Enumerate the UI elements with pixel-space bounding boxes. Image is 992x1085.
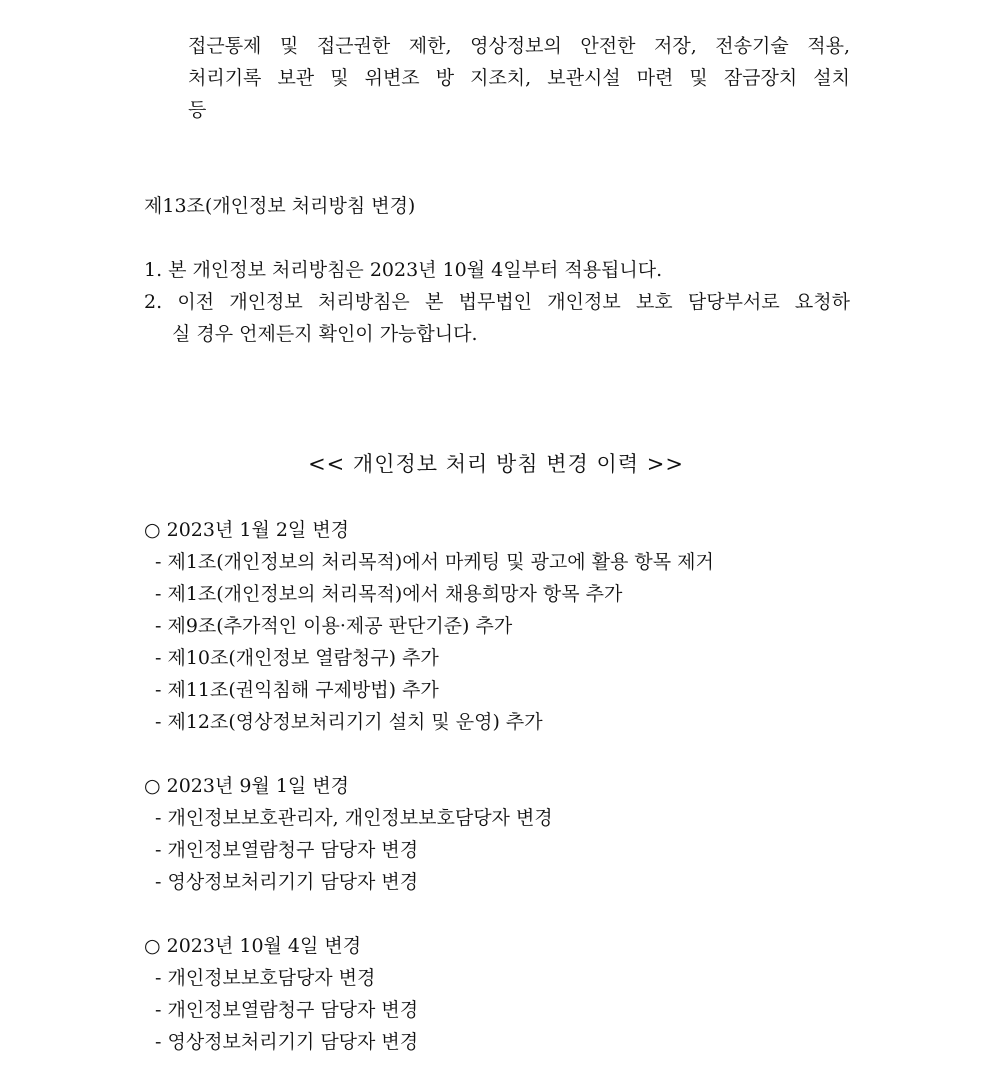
history-section-1-item: - 제11조(권익침해 구제방법) 추가 <box>155 679 439 701</box>
history-section-2-item: - 영상정보처리기기 담당자 변경 <box>155 871 419 893</box>
history-section-2-item: - 개인정보보호관리자, 개인정보보호담당자 변경 <box>155 807 553 829</box>
history-section-1-item: - 제9조(추가적인 이용·제공 판단기준) 추가 <box>155 615 513 637</box>
history-section-1-item: - 제1조(개인정보의 처리목적)에서 채용희망자 항목 추가 <box>155 583 623 605</box>
intro-line-1: 접근통제 및 접근권한 제한, 영상정보의 안전한 저장, 전송기술 적용, <box>188 35 850 57</box>
history-section-1-heading: ○ 2023년 1월 2일 변경 <box>144 519 350 541</box>
intro-line-2: 처리기록 보관 및 위변조 방 지조치, 보관시설 마련 및 잠금장치 설치 <box>188 67 850 89</box>
article-13-item-2-line-2: 실 경우 언제든지 확인이 가능합니다. <box>172 323 478 345</box>
history-section-3-item: - 개인정보열람청구 담당자 변경 <box>155 999 419 1021</box>
history-title: << 개인정보 처리 방침 변경 이력 >> <box>308 452 684 476</box>
history-section-3-item: - 영상정보처리기기 담당자 변경 <box>155 1031 419 1053</box>
history-section-2-heading: ○ 2023년 9월 1일 변경 <box>144 775 350 797</box>
intro-line-3: 등 <box>188 99 207 121</box>
history-section-2-item: - 개인정보열람청구 담당자 변경 <box>155 839 419 861</box>
history-section-1-item: - 제12조(영상정보처리기기 설치 및 운영) 추가 <box>155 711 543 733</box>
article-13-item-2-line-1: 2. 이전 개인정보 처리방침은 본 법무법인 개인정보 보호 담당부서로 요청하 <box>144 291 850 313</box>
history-section-1-item: - 제10조(개인정보 열람청구) 추가 <box>155 647 439 669</box>
history-section-1-item: - 제1조(개인정보의 처리목적)에서 마케팅 및 광고에 활용 항목 제거 <box>155 551 714 573</box>
article-13-item-1: 1. 본 개인정보 처리방침은 2023년 10월 4일부터 적용됩니다. <box>144 259 663 281</box>
article-13-heading: 제13조(개인정보 처리방침 변경) <box>144 195 416 217</box>
history-section-3-heading: ○ 2023년 10월 4일 변경 <box>144 935 362 957</box>
history-section-3-item: - 개인정보보호담당자 변경 <box>155 967 376 989</box>
